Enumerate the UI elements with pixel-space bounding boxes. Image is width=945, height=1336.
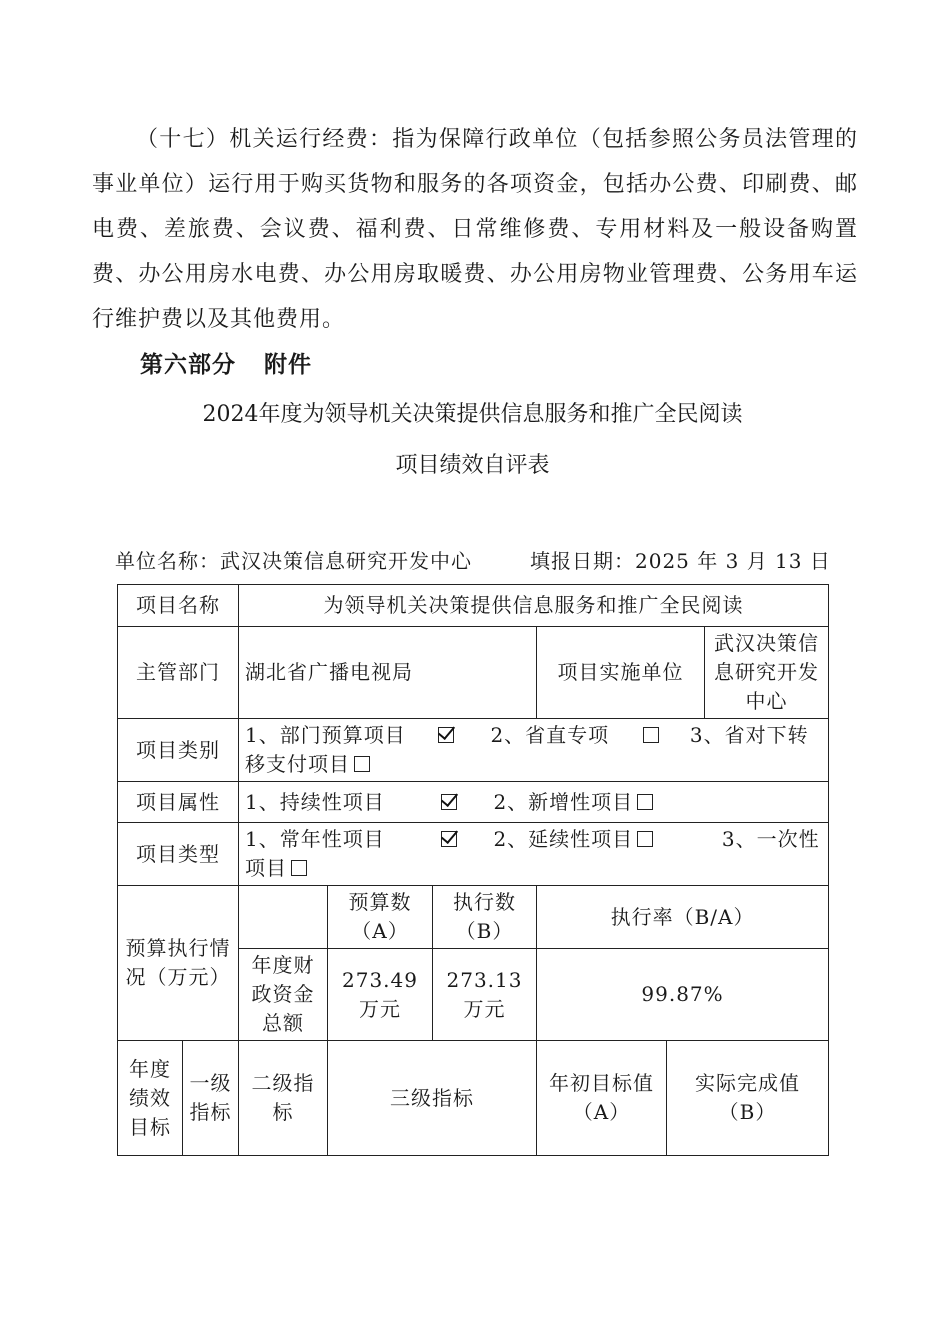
empty-box-icon[interactable] (637, 794, 653, 810)
budget-col-a: 预算数（A） (328, 886, 433, 949)
budget-label: 预算执行情况（万元） (118, 886, 239, 1041)
budget-col-b: 执行数（B） (433, 886, 537, 949)
category-option-label: 3、省对下转移支付项目 (245, 723, 809, 776)
perf-level1: 一级指标 (183, 1041, 239, 1156)
empty-box-icon[interactable] (637, 831, 653, 847)
category-option-label: 1、部门预算项目 (245, 723, 406, 747)
budget-b-value: 273.13万元 (433, 949, 537, 1041)
attr-options (239, 782, 829, 823)
unit-name (115, 545, 472, 574)
doc-title-line1: 2024年度为领导机关决策提供信息服务和推广全民阅读 (202, 402, 743, 427)
attr-option-label: 2、新增性项目 (493, 789, 634, 814)
fill-date-label: 填报日期： (530, 549, 635, 573)
impl-unit-label: 项目实施单位 (537, 627, 705, 719)
type-option-extended (493, 827, 657, 851)
type-option-label: 2、延续性项目 (493, 827, 634, 851)
paragraph-17: （十七）机关运行经费：指为保障行政单位（包括参照公务员法管理的事业单位）运行用于购买货物和服务的各项资金，包括办公费、印刷费、邮电费、差旅费、会议费、福利费、日常维修费、专用材料及一般设备购置费、办公用房水电费、办公用房取暖费、办公用房物业管理费、公务用车运行维护费以及其他费用。 (92, 127, 858, 332)
empty-box-icon[interactable] (354, 756, 370, 772)
part-heading-number: 第六部分 (140, 352, 236, 378)
attr-label: 项目属性 (118, 782, 239, 823)
empty-box-icon[interactable] (291, 860, 307, 876)
checked-box-icon[interactable] (438, 727, 454, 743)
budget-row-label: 年度财政资金总额 (239, 949, 328, 1041)
budget-header-blank (239, 886, 328, 949)
perf-level2: 二级指标 (239, 1041, 328, 1156)
budget-a-value: 273.49万元 (328, 949, 433, 1041)
category-option-provincial (490, 723, 663, 747)
category-options (239, 719, 829, 782)
unit-name-label: 单位名称： (115, 549, 220, 573)
budget-col-rate: 执行率（B/A） (537, 886, 829, 949)
fill-date (530, 545, 831, 574)
type-option-annual (245, 827, 461, 851)
part-heading (140, 346, 312, 379)
fill-date-value: 2025 年 3 月 13 日 (635, 549, 831, 573)
doc-title-line2: 项目绩效自评表 (395, 453, 550, 478)
dept-value: 湖北省广播电视局 (239, 627, 537, 719)
checked-box-icon[interactable] (441, 794, 457, 810)
perf-level3: 三级指标 (328, 1041, 537, 1156)
category-label: 项目类别 (118, 719, 239, 782)
type-options (239, 823, 829, 886)
type-label: 项目类型 (118, 823, 239, 886)
perf-label: 年度绩效目标 (118, 1041, 183, 1156)
category-option-dept-budget (245, 723, 458, 747)
attr-option-continuous (245, 790, 461, 814)
budget-rate-value: 99.87% (537, 949, 829, 1041)
unit-name-value: 武汉决策信息研究开发中心 (220, 549, 472, 573)
impl-unit-value: 武汉决策信息研究开发中心 (705, 627, 829, 719)
type-option-label: 3、一次性项目 (245, 827, 820, 880)
dept-label: 主管部门 (118, 627, 239, 719)
type-option-label: 1、常年性项目 (245, 827, 385, 851)
perf-target: 年初目标值（A） (537, 1041, 667, 1156)
checked-box-icon[interactable] (441, 831, 457, 847)
category-option-label: 2、省直专项 (490, 723, 610, 747)
attr-option-new (493, 790, 657, 814)
project-name-value: 为领导机关决策提供信息服务和推广全民阅读 (239, 585, 829, 627)
project-name-label: 项目名称 (118, 585, 239, 627)
empty-box-icon[interactable] (643, 727, 659, 743)
self-evaluation-table (117, 584, 829, 1156)
perf-actual: 实际完成值（B） (667, 1041, 829, 1156)
part-heading-title: 附件 (264, 352, 312, 378)
attr-option-label: 1、持续性项目 (245, 789, 385, 814)
